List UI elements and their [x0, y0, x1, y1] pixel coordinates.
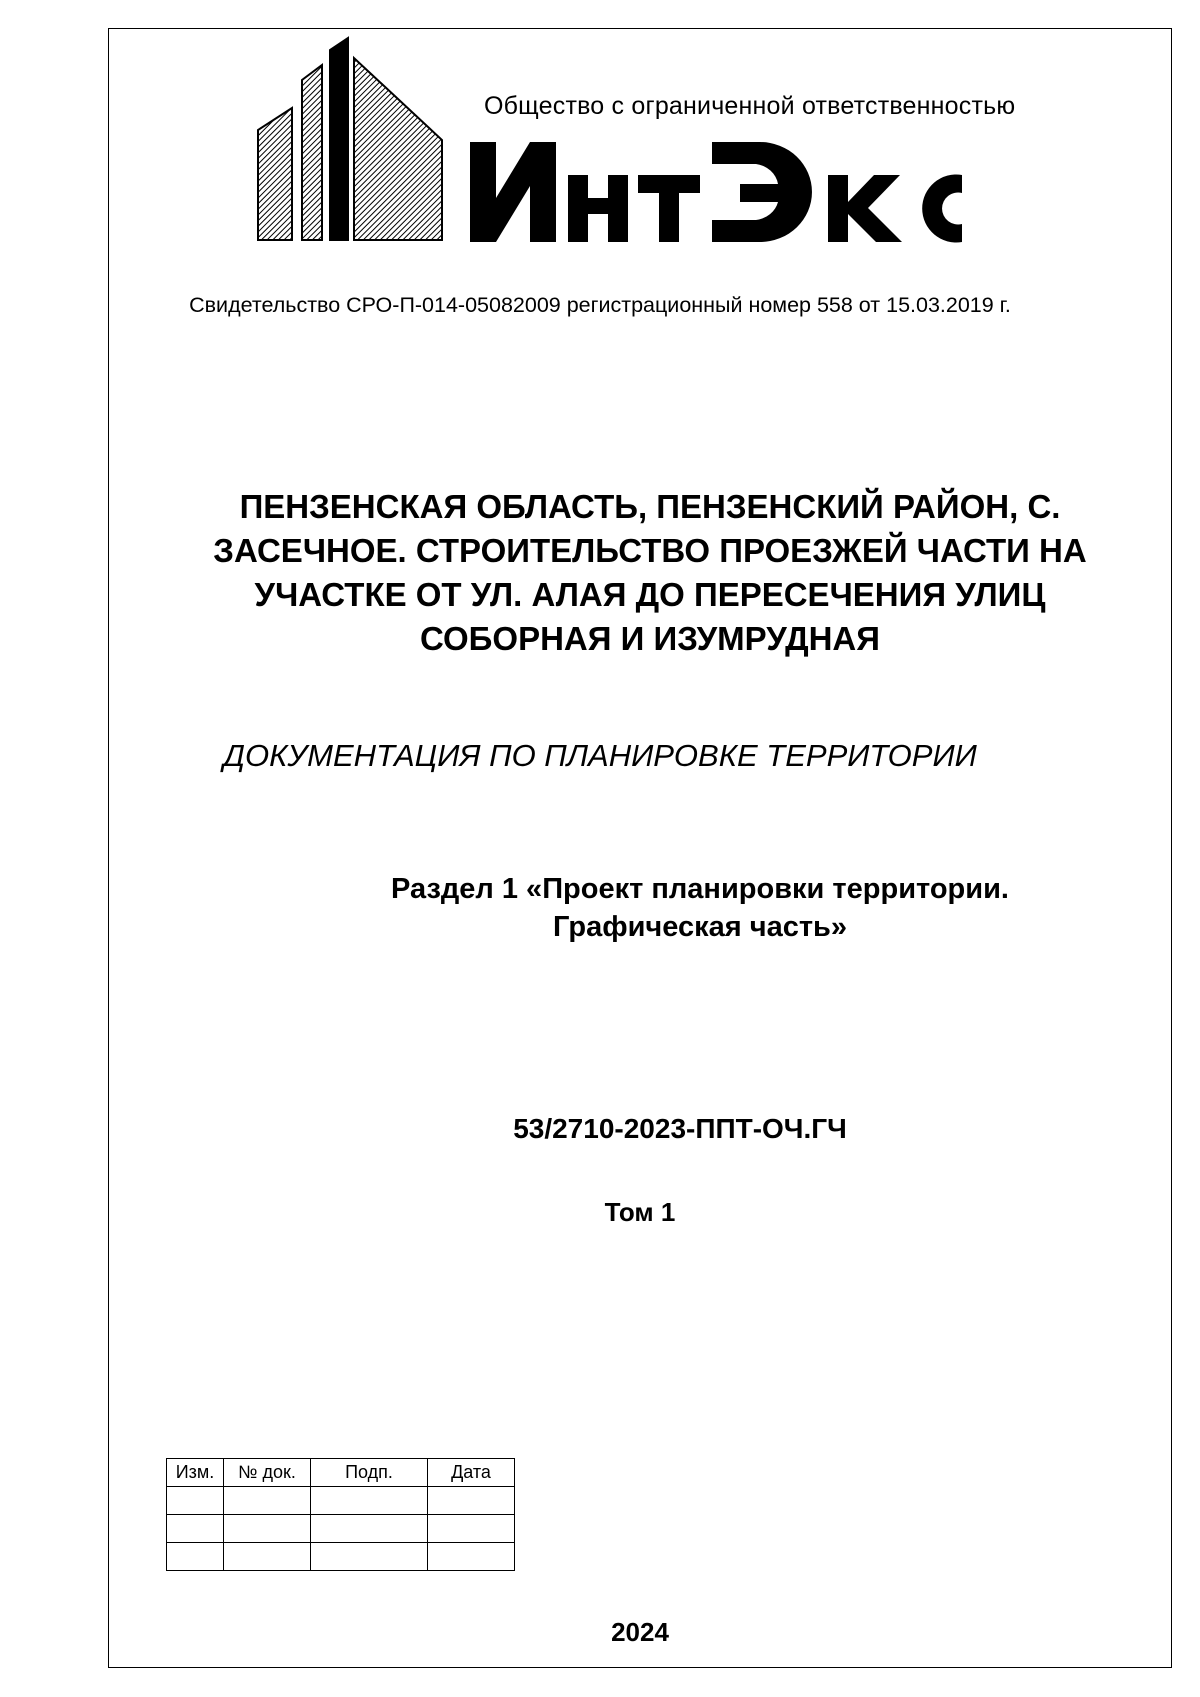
table-cell [428, 1515, 515, 1543]
header-cell: Изм. [167, 1459, 224, 1487]
header-cell: Дата [428, 1459, 515, 1487]
buildings-icon [258, 38, 442, 240]
table-cell [311, 1543, 428, 1571]
volume-number: Том 1 [604, 1197, 676, 1227]
table-cell [224, 1543, 311, 1571]
header-cell: Подп. [311, 1459, 428, 1487]
table-cell [167, 1543, 224, 1571]
table-row [167, 1487, 515, 1515]
table-row [167, 1515, 515, 1543]
table-row [167, 1543, 515, 1571]
company-name-wordmark [470, 142, 962, 243]
table-cell [428, 1543, 515, 1571]
section-line: Раздел 1 «Проект планировки территории. [391, 873, 1009, 905]
table-cell [428, 1487, 515, 1515]
table-cell [224, 1487, 311, 1515]
table-cell [224, 1515, 311, 1543]
title-line: ЗАСЕЧНОЕ. СТРОИТЕЛЬСТВО ПРОЕЗЖЕЙ ЧАСТИ НА [213, 532, 1087, 569]
section-line: Графическая часть» [553, 911, 847, 943]
organization-type: Общество с ограниченной ответственностью [484, 92, 1016, 120]
header-cell: № док. [224, 1459, 311, 1487]
document-code: 53/2710-2023-ППТ-ОЧ.ГЧ [513, 1113, 847, 1144]
title-line: СОБОРНАЯ И ИЗУМРУДНАЯ [420, 620, 880, 657]
document-year: 2024 [611, 1617, 669, 1647]
company-logo [250, 30, 1030, 250]
title-line: ПЕНЗЕНСКАЯ ОБЛАСТЬ, ПЕНЗЕНСКИЙ РАЙОН, С. [239, 488, 1061, 525]
table-cell [311, 1487, 428, 1515]
certificate-line: Свидетельство СРО-П-014-05082009 регистрационный номер 558 от 15.03.2019 г. [189, 293, 1011, 317]
section-title [300, 870, 1100, 946]
table-header-row [167, 1459, 515, 1487]
title-line: УЧАСТКЕ ОТ УЛ. АЛАЯ ДО ПЕРЕСЕЧЕНИЯ УЛИЦ [254, 576, 1046, 613]
table-cell [311, 1515, 428, 1543]
signature-table [166, 1458, 515, 1571]
page-frame [108, 28, 1172, 1668]
document-type: ДОКУМЕНТАЦИЯ ПО ПЛАНИРОВКЕ ТЕРРИТОРИИ [223, 738, 977, 773]
table-cell [167, 1515, 224, 1543]
document-title [150, 485, 1150, 661]
table-cell [167, 1487, 224, 1515]
